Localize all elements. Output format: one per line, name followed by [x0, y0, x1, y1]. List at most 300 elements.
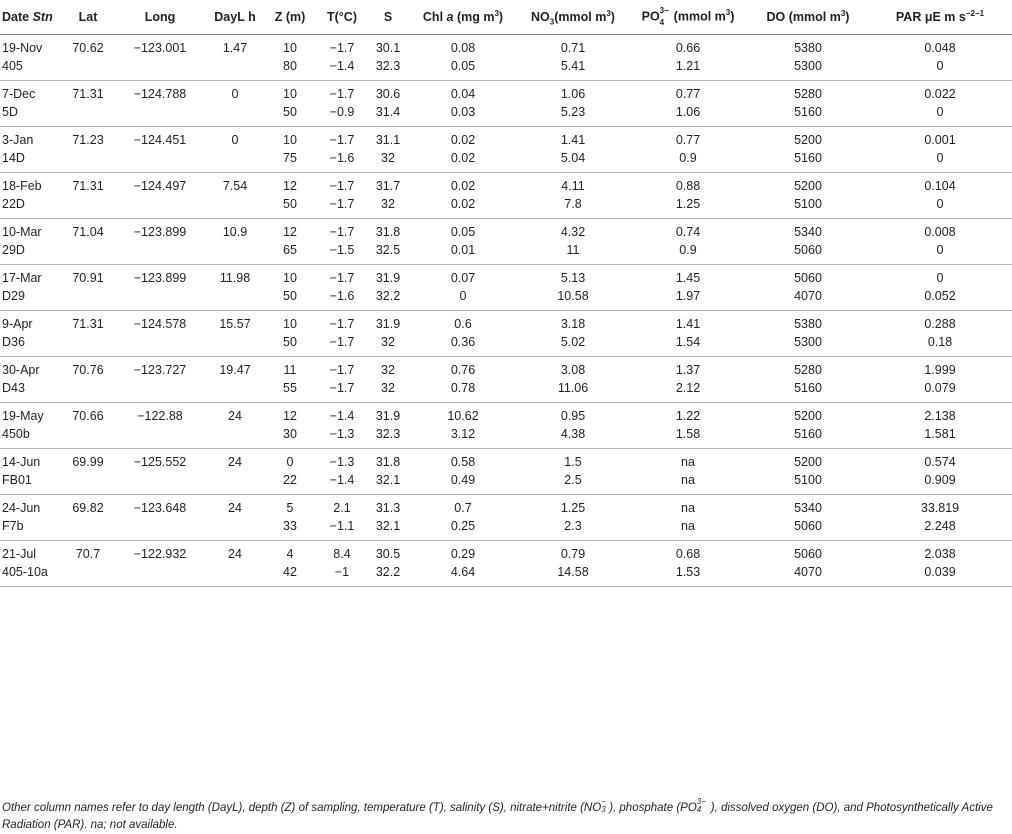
- cell-po4: 2.12: [628, 379, 748, 403]
- cell-dayl: 15.57: [219, 316, 251, 331]
- cell-lat: 70.91: [72, 270, 104, 285]
- cell-lat: 69.82: [72, 500, 104, 515]
- cell-date: 3-Jan: [2, 132, 34, 147]
- cell-z: 12: [283, 408, 297, 423]
- cell-stn: FB01: [0, 471, 62, 495]
- table-row: [0, 379, 1012, 403]
- cell-long: [114, 379, 206, 403]
- col-header-s-text: S: [383, 9, 393, 24]
- cell-t: −1.3: [329, 454, 355, 469]
- cell-no3: 1.41: [560, 132, 586, 147]
- cell-par: 0.079: [868, 379, 1012, 403]
- cell-lat: [62, 195, 114, 219]
- cell-t: −1.7: [329, 316, 355, 331]
- cell-do: 5380: [794, 40, 822, 55]
- cell-po4: 1.06: [628, 103, 748, 127]
- cell-do: 5060: [748, 517, 868, 541]
- footnote-sub-2: 4: [696, 805, 702, 814]
- table-row: [0, 310, 1012, 333]
- cell-long: −124.497: [133, 178, 187, 193]
- cell-chl: 10.62: [447, 408, 479, 423]
- cell-par: 33.819: [920, 500, 960, 515]
- cell-stn: D36: [0, 333, 62, 357]
- cell-date: 7-Dec: [2, 86, 36, 101]
- cell-no3: 0.95: [560, 408, 586, 423]
- cell-stn: 405-10a: [0, 563, 62, 587]
- col-header-po4-text: PO: [641, 9, 660, 24]
- cell-lat: 70.66: [72, 408, 104, 423]
- cell-dayl: [206, 57, 264, 81]
- col-header-po4-charge: 3−: [659, 5, 669, 15]
- cell-s: 32.5: [368, 241, 408, 265]
- cell-par: 0: [936, 270, 944, 285]
- cell-long: −123.899: [133, 224, 187, 239]
- cell-date: 17-Mar: [2, 270, 42, 285]
- cell-po4: 1.58: [628, 425, 748, 449]
- cell-z: 12: [283, 178, 297, 193]
- cell-dayl: 10.9: [222, 224, 248, 239]
- cell-t: 2.1: [333, 500, 351, 515]
- cell-dayl: [206, 333, 264, 357]
- cell-long: [114, 103, 206, 127]
- cell-date: 14-Jun: [2, 454, 41, 469]
- cell-s: 31.9: [375, 316, 401, 331]
- cell-no3: 10.58: [518, 287, 628, 311]
- cell-t: −1.4: [329, 408, 355, 423]
- cell-no3: 1.5: [564, 454, 582, 469]
- cell-dayl: 1.47: [222, 40, 248, 55]
- cell-do: 5300: [748, 333, 868, 357]
- cell-chl: 0.02: [450, 178, 476, 193]
- col-header-chl-end: ): [498, 9, 504, 24]
- header-row: [0, 0, 1012, 34]
- cell-stn: F7b: [0, 517, 62, 541]
- cell-lat: 71.04: [72, 224, 104, 239]
- cell-z: 42: [264, 563, 316, 587]
- cell-no3: 14.58: [518, 563, 628, 587]
- cell-long: −122.88: [137, 408, 183, 423]
- cell-po4: 1.45: [675, 270, 701, 285]
- table-body: [0, 34, 1012, 586]
- table-row: [0, 241, 1012, 265]
- cell-no3: 2.3: [518, 517, 628, 541]
- cell-no3: 7.8: [518, 195, 628, 219]
- cell-po4: 0.9: [628, 149, 748, 173]
- col-header-date: [0, 0, 62, 34]
- cell-long: [114, 563, 206, 587]
- table-row: [0, 448, 1012, 471]
- cell-lat: [62, 333, 114, 357]
- cell-long: [114, 333, 206, 357]
- cell-po4: na: [681, 500, 695, 515]
- cell-do: 5060: [748, 241, 868, 265]
- cell-po4: 1.54: [628, 333, 748, 357]
- cell-z: 11: [283, 362, 297, 377]
- cell-dayl: [206, 563, 264, 587]
- cell-no3: 5.04: [518, 149, 628, 173]
- cell-po4: 0.88: [675, 178, 701, 193]
- cell-lat: [62, 57, 114, 81]
- cell-par: 0.001: [924, 132, 956, 147]
- table-row: [0, 333, 1012, 357]
- cell-z: 30: [264, 425, 316, 449]
- cell-do: 5100: [748, 471, 868, 495]
- col-header-po4-after: (mmol m: [673, 9, 726, 24]
- footnote-text-2: ), phosphate (PO: [609, 802, 697, 814]
- cell-no3: 11: [518, 241, 628, 265]
- col-header-chl-sup: 3: [494, 8, 499, 18]
- cell-par: 0.574: [924, 454, 956, 469]
- cell-po4: 1.37: [675, 362, 701, 377]
- footnote-sup-1: −: [601, 797, 606, 806]
- cell-dayl: [206, 287, 264, 311]
- table-row: [0, 126, 1012, 149]
- cell-chl: 0: [408, 287, 518, 311]
- footnote-text-1: Other column names refer to day length (DayL), depth (Z) of sampling, temperature (T), salinity (S), nitrate+nitrite (NO: [2, 802, 602, 814]
- cell-par: 0.048: [924, 40, 956, 55]
- cell-do: 5100: [748, 195, 868, 219]
- cell-s: 32.2: [368, 563, 408, 587]
- cell-do: 5160: [748, 103, 868, 127]
- cell-chl: 0.6: [454, 316, 472, 331]
- cell-long: −124.451: [133, 132, 187, 147]
- cell-date: 10-Mar: [2, 224, 42, 239]
- cell-do: 5060: [794, 270, 822, 285]
- cell-stn: 450b: [0, 425, 62, 449]
- cell-chl: 0.58: [450, 454, 476, 469]
- col-header-par-after: s: [955, 9, 966, 24]
- cell-long: [114, 149, 206, 173]
- cell-z: 65: [264, 241, 316, 265]
- cell-z: 10: [283, 132, 297, 147]
- table-row: [0, 287, 1012, 311]
- col-header-lat: [62, 0, 114, 34]
- table-row: [0, 517, 1012, 541]
- col-header-par-text: PAR μE m: [895, 9, 956, 24]
- table-row: [0, 540, 1012, 563]
- cell-lat: 71.31: [72, 316, 104, 331]
- cell-lat: [62, 149, 114, 173]
- col-header-par: [868, 0, 1012, 34]
- cell-dayl: 0: [231, 132, 239, 147]
- cell-po4: na: [681, 454, 695, 469]
- table-footnote: [2, 798, 1008, 834]
- cell-long: [114, 241, 206, 265]
- cell-t: −1.7: [329, 178, 355, 193]
- cell-chl: 4.64: [408, 563, 518, 587]
- cell-par: 0.052: [868, 287, 1012, 311]
- cell-stn: D43: [0, 379, 62, 403]
- footnote-sub-1: 3: [601, 805, 606, 814]
- col-header-chl-italic: a: [446, 9, 454, 24]
- cell-s: 32: [368, 149, 408, 173]
- cell-po4: 1.22: [675, 408, 701, 423]
- cell-do: 5200: [794, 178, 822, 193]
- cell-no3: 4.32: [560, 224, 586, 239]
- cell-z: 80: [264, 57, 316, 81]
- cell-t: −1.6: [316, 149, 368, 173]
- table-row: [0, 195, 1012, 219]
- cell-po4: 0.68: [675, 546, 701, 561]
- col-header-long: [114, 0, 206, 34]
- cell-z: 50: [264, 195, 316, 219]
- cell-chl: 0.7: [454, 500, 472, 515]
- cell-t: −1.7: [316, 195, 368, 219]
- cell-s: 32.2: [368, 287, 408, 311]
- cell-par: 0.039: [868, 563, 1012, 587]
- cell-t: −1.5: [316, 241, 368, 265]
- col-header-t-text: T(°C): [327, 9, 357, 24]
- table-row: [0, 57, 1012, 81]
- cell-do: 5280: [794, 362, 822, 377]
- footnote-sup-2: 3−: [696, 797, 706, 806]
- table-row: [0, 494, 1012, 517]
- cell-par: 1.581: [868, 425, 1012, 449]
- cell-do: 5200: [794, 408, 822, 423]
- cell-dayl: 7.54: [222, 178, 248, 193]
- cell-no3: 1.25: [560, 500, 586, 515]
- cell-par: 1.999: [924, 362, 956, 377]
- cell-s: 32.3: [368, 425, 408, 449]
- cell-date: 21-Jul: [2, 546, 37, 561]
- col-header-lat-text: Lat: [78, 9, 98, 24]
- cell-s: 32.1: [368, 471, 408, 495]
- cell-par: 0: [868, 103, 1012, 127]
- cell-do: 5200: [794, 132, 822, 147]
- cell-s: 32.1: [368, 517, 408, 541]
- cell-chl: 0.04: [450, 86, 476, 101]
- cell-lat: 71.23: [72, 132, 104, 147]
- cell-z: 50: [264, 103, 316, 127]
- cell-no3: 0.71: [560, 40, 586, 55]
- cell-po4: 0.74: [675, 224, 701, 239]
- cell-dayl: [206, 103, 264, 127]
- col-header-po4: [628, 0, 748, 34]
- col-header-long-text: Long: [144, 9, 176, 24]
- cell-do: 4070: [748, 563, 868, 587]
- cell-chl: 0.76: [450, 362, 476, 377]
- col-header-chl: [408, 0, 518, 34]
- col-header-do-sup: 3: [840, 8, 846, 18]
- cell-long: [114, 517, 206, 541]
- cell-do: 5160: [748, 379, 868, 403]
- cell-lat: 71.31: [72, 86, 104, 101]
- cell-no3: 11.06: [518, 379, 628, 403]
- cell-s: 31.8: [375, 454, 401, 469]
- cell-date: 19-Nov: [2, 40, 43, 55]
- cell-dayl: [206, 425, 264, 449]
- cell-s: 32: [368, 195, 408, 219]
- cell-date: 9-Apr: [2, 316, 33, 331]
- cell-po4: 1.41: [675, 316, 701, 331]
- col-header-no3-sub: 3: [549, 17, 555, 27]
- cell-z: 0: [286, 454, 294, 469]
- cell-z: 50: [264, 287, 316, 311]
- cell-lat: 71.31: [72, 178, 104, 193]
- cell-dayl: 24: [228, 546, 242, 561]
- table-row: [0, 218, 1012, 241]
- cell-lat: [62, 425, 114, 449]
- cell-z: 10: [283, 86, 297, 101]
- cell-do: 5280: [794, 86, 822, 101]
- cell-chl: 0.05: [450, 224, 476, 239]
- col-header-s: [368, 0, 408, 34]
- col-header-t: [316, 0, 368, 34]
- cell-po4: na: [628, 471, 748, 495]
- cell-long: −123.727: [133, 362, 187, 377]
- table-row: [0, 356, 1012, 379]
- cell-par: 0.909: [868, 471, 1012, 495]
- cell-chl: 0.01: [408, 241, 518, 265]
- cell-s: 31.7: [375, 178, 401, 193]
- cell-par: 0: [868, 195, 1012, 219]
- cell-z: 10: [283, 40, 297, 55]
- cell-dayl: 24: [228, 408, 242, 423]
- cell-lat: 70.7: [75, 546, 101, 561]
- cell-lat: 70.76: [72, 362, 104, 377]
- cell-lat: [62, 517, 114, 541]
- table-row: [0, 264, 1012, 287]
- cell-s: 30.5: [375, 546, 401, 561]
- col-header-do: [748, 0, 868, 34]
- cell-po4: 0.66: [675, 40, 701, 55]
- table-row: [0, 80, 1012, 103]
- cell-s: 31.4: [368, 103, 408, 127]
- cell-lat: 70.62: [72, 40, 104, 55]
- cell-lat: [62, 379, 114, 403]
- cell-long: −123.899: [133, 270, 187, 285]
- cell-no3: 5.13: [560, 270, 586, 285]
- cell-t: −1.7: [329, 270, 355, 285]
- col-header-no3-end: ): [610, 9, 615, 24]
- cell-par: 0.104: [924, 178, 956, 193]
- cell-s: 32.3: [368, 57, 408, 81]
- cell-par: 2.248: [868, 517, 1012, 541]
- cell-dayl: [206, 241, 264, 265]
- cell-long: −123.001: [133, 40, 187, 55]
- cell-s: 30.6: [375, 86, 401, 101]
- col-header-no3: [518, 0, 628, 34]
- cell-long: [114, 471, 206, 495]
- cell-z: 4: [286, 546, 294, 561]
- col-header-no3-after: (mmol m: [554, 9, 607, 24]
- cell-chl: 0.29: [450, 546, 476, 561]
- cell-par: 0.022: [924, 86, 956, 101]
- cell-dayl: [206, 149, 264, 173]
- table-row: [0, 563, 1012, 587]
- cell-s: 32: [368, 333, 408, 357]
- cell-stn: 405: [0, 57, 62, 81]
- cell-lat: [62, 563, 114, 587]
- col-header-po4-sup: 3: [725, 7, 731, 17]
- cell-s: 32: [368, 379, 408, 403]
- cell-dayl: 19.47: [219, 362, 251, 377]
- col-header-dayl: [206, 0, 264, 34]
- cell-t: −1: [316, 563, 368, 587]
- col-header-po4-index: 4: [659, 17, 665, 27]
- cell-no3: 1.06: [560, 86, 586, 101]
- cell-long: −124.578: [133, 316, 187, 331]
- cell-lat: [62, 241, 114, 265]
- col-header-do-end: ): [845, 9, 850, 24]
- cell-po4: 1.53: [628, 563, 748, 587]
- cell-chl: 0.25: [408, 517, 518, 541]
- cell-long: −125.552: [133, 454, 187, 469]
- cell-lat: [62, 103, 114, 127]
- cell-dayl: 24: [228, 500, 242, 515]
- col-header-chl-text: Chl: [422, 9, 447, 24]
- table-row: [0, 425, 1012, 449]
- col-header-par-sup: −2: [965, 8, 975, 18]
- cell-par: 0.18: [868, 333, 1012, 357]
- cell-stn: 29D: [0, 241, 62, 265]
- cell-z: 10: [283, 270, 297, 285]
- cell-dayl: [206, 471, 264, 495]
- table-row: [0, 471, 1012, 495]
- cell-s: 31.8: [375, 224, 401, 239]
- cell-s: 31.9: [375, 408, 401, 423]
- cell-t: −1.7: [329, 132, 355, 147]
- cell-par: 2.138: [924, 408, 956, 423]
- cell-do: 5300: [748, 57, 868, 81]
- cell-do: 5340: [794, 224, 822, 239]
- cell-s: 31.9: [375, 270, 401, 285]
- cell-s: 31.1: [375, 132, 401, 147]
- cell-no3: 5.23: [518, 103, 628, 127]
- cell-t: −1.3: [316, 425, 368, 449]
- table-row: [0, 103, 1012, 127]
- cell-chl: 0.02: [408, 195, 518, 219]
- cell-z: 22: [264, 471, 316, 495]
- cell-do: 5340: [794, 500, 822, 515]
- cell-dayl: [206, 195, 264, 219]
- cell-t: −1.1: [316, 517, 368, 541]
- cell-no3: 2.5: [518, 471, 628, 495]
- cell-par: 0.008: [924, 224, 956, 239]
- cell-no3: 4.38: [518, 425, 628, 449]
- cell-chl: 0.07: [450, 270, 476, 285]
- cell-dayl: [206, 517, 264, 541]
- cell-po4: na: [628, 517, 748, 541]
- cell-t: −0.9: [316, 103, 368, 127]
- cell-no3: 0.79: [560, 546, 586, 561]
- cell-no3: 4.11: [561, 178, 585, 193]
- cell-po4: 0.77: [675, 132, 701, 147]
- cell-chl: 0.08: [450, 40, 476, 55]
- col-header-po4-subsup: [660, 7, 674, 27]
- cell-chl: 0.03: [408, 103, 518, 127]
- cell-long: −122.932: [133, 546, 187, 561]
- cell-par: 0: [868, 149, 1012, 173]
- table-row: [0, 34, 1012, 57]
- cell-chl: 0.02: [450, 132, 476, 147]
- cell-dayl: 11.98: [219, 270, 251, 285]
- cell-s: 31.3: [375, 500, 401, 515]
- cell-chl: 3.12: [408, 425, 518, 449]
- cell-stn: 5D: [0, 103, 62, 127]
- cell-lat: [62, 471, 114, 495]
- col-header-no3-text: NO: [531, 9, 550, 24]
- cell-t: −1.7: [316, 333, 368, 357]
- cell-po4: 1.25: [628, 195, 748, 219]
- cell-chl: 0.78: [408, 379, 518, 403]
- cell-t: −1.7: [329, 86, 355, 101]
- cell-no3: 5.02: [518, 333, 628, 357]
- col-header-date-text: Date: [2, 9, 33, 24]
- col-header-dayl-text: DayL h: [214, 9, 256, 24]
- cell-long: −123.648: [133, 500, 187, 515]
- cell-long: −124.788: [133, 86, 187, 101]
